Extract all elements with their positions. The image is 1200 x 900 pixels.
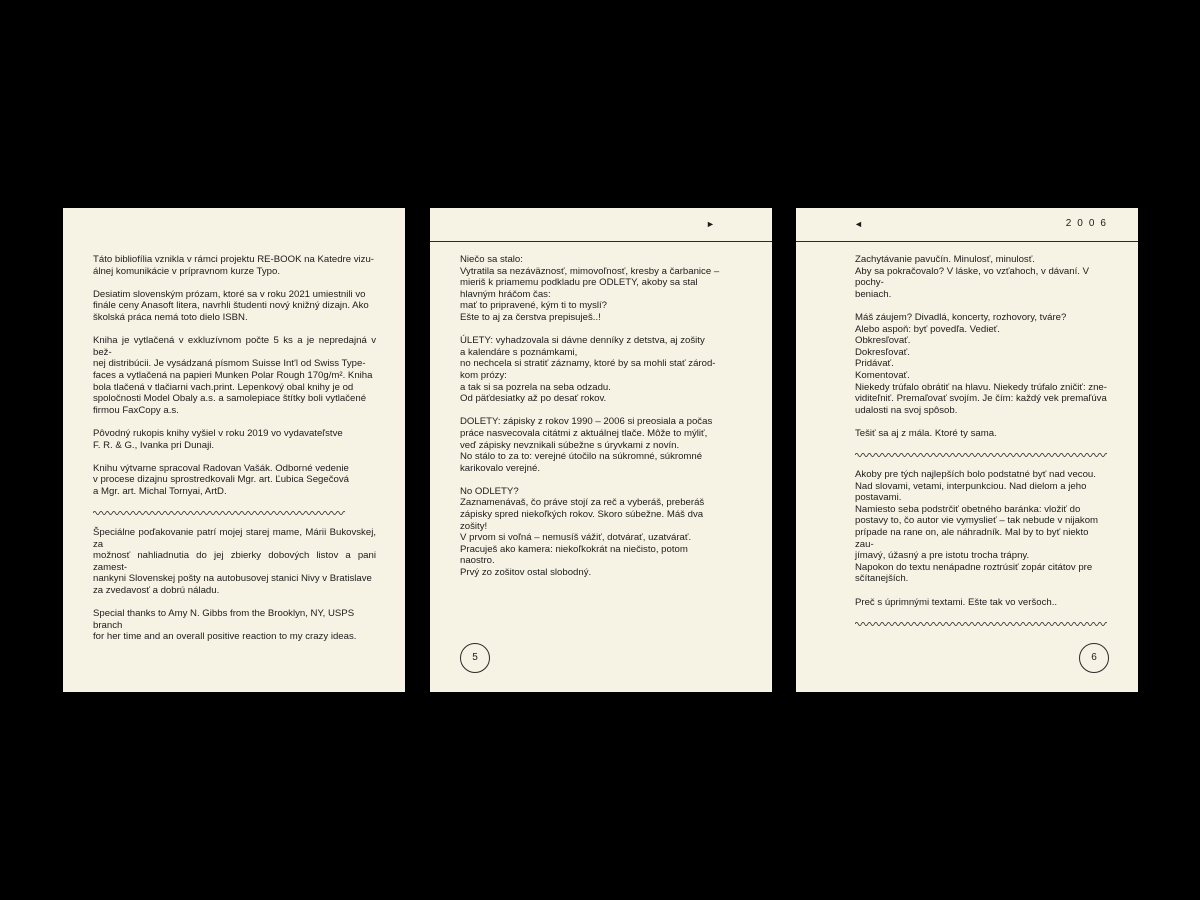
text-line: naostro. (460, 555, 495, 567)
text-line: finále ceny Anasoft litera, navrhli študenti nový knižný dizajn. Ako (93, 300, 369, 312)
paragraph (93, 463, 376, 498)
text-line: nej distribúcii. Je vysádzaná písmom Suisse Int'l od Swiss Type- (93, 358, 366, 370)
text-line: kom prózy: (460, 369, 507, 381)
paragraph (460, 254, 743, 324)
text-line: Pracuješ ako kamera: niekoľkokrát na niečisto, potom (460, 543, 688, 555)
text-line: faces a vytlačená na papieri Munken Polar Rough 170g/m². Kniha (93, 369, 373, 381)
text-line: Táto bibliofília vznikla v rámci projektu RE-BOOK na Katedre vizu- (93, 254, 374, 265)
text-line: spoločnosti Model Obaly a.s. a samolepiace štítky boli vytlačené (93, 393, 367, 405)
text-line: No ODLETY? (460, 485, 519, 497)
text-line: za zvedavosť a dobrú náladu. (93, 585, 220, 597)
text-line: Aby sa pokračovalo? V láske, vo vzťahoch, v dávaní. V pochy- (855, 265, 1089, 289)
text-line: Desiatim slovenským prózam, ktoré sa v roku 2021 umiestnili vo (93, 288, 366, 300)
text-line: No stálo to za to: verejné útočilo na súkromné, súkromné (460, 451, 703, 463)
text-line: firmou FaxCopy a.s. (93, 404, 179, 416)
text-line: práce nasvecovala citátmi z aktuálnej tlače. Môže to mýliť, (460, 427, 708, 439)
text-line: veď zápisky nevznikali súbežne s úryvkami z novín. (460, 439, 680, 451)
text-line: nankyni Slovenskej pošty na autobusovej stanici Nivy v Bratislave (93, 573, 372, 585)
text-line: Zachytávanie pavučín. Minulosť, minulosť. (855, 254, 1035, 265)
paragraph (855, 254, 1108, 300)
text-line: a kalendáre s poznámkami, (460, 346, 578, 358)
text-line: Obkresľovať. (855, 335, 911, 347)
paragraph (460, 486, 743, 579)
text-line: Pridávať. (855, 358, 894, 370)
colophon-text (93, 254, 376, 655)
paragraph (93, 335, 376, 416)
wavy-divider (855, 451, 1108, 459)
text-line: udalosti na svoj spôsob. (855, 404, 958, 416)
text-line: F. R. & G., Ivanka pri Dunaji. (93, 439, 215, 451)
text-line: a Mgr. art. Michal Tornyai, ArtD. (93, 485, 227, 497)
paragraph (855, 312, 1108, 416)
text-line: Special thanks to Amy N. Gibbs from the Brooklyn, NY, USPS branch (93, 608, 355, 631)
text-line: beniach. (855, 288, 892, 300)
text-line: postavami. (855, 492, 902, 504)
text-line: Niekedy trúfalo obrátiť na hlavu. Niekedy trúfalo zničiť: zne- (855, 381, 1107, 393)
text-line: karikovalo verejné. (460, 462, 540, 474)
text-line: a tak si sa pozrela na seba odzadu. (460, 381, 611, 393)
text-line: Špeciálne poďakovanie patrí mojej starej mame, Márii Bukovskej, za (93, 527, 376, 550)
text-line: Napokon do textu nenápadne roztrúsiť zopár citátov pre (855, 561, 1093, 573)
text-line: zápisky spred niekoľkých rokov. Skoro súbežne. Máš dva (460, 509, 704, 521)
paragraph (855, 469, 1108, 585)
text-line: Zaznamenávaš, čo práve stojí za reč a vyberáš, preberáš (460, 497, 705, 509)
colophon-page (63, 208, 405, 692)
year-label: 2006 (1065, 218, 1112, 229)
page-6 (796, 208, 1138, 692)
wavy-divider (93, 509, 376, 517)
page-5 (430, 208, 772, 692)
text-line: prípade na rane on, ale náhradník. Mal by to byť niekto zau- (855, 527, 1089, 550)
text-line: Dokresľovať. (855, 346, 910, 358)
text-line: Komentovať. (855, 369, 910, 381)
page-number-badge: 6 (1079, 643, 1109, 673)
text-line: zošity! (460, 520, 488, 532)
text-line: Knihu výtvarne spracoval Radovan Vašák. Odborné vedenie (93, 462, 349, 474)
text-line: postavy to, čo autor vie vymyslieť – tak nebude v nijakom (855, 515, 1099, 527)
paragraph (855, 428, 1108, 440)
paragraph (93, 608, 376, 643)
wavy-divider (855, 620, 1108, 628)
text-line: Tešiť sa aj z mála. Ktoré ty sama. (855, 427, 997, 439)
paragraph (93, 254, 376, 277)
paragraph (93, 527, 376, 597)
prev-arrow-icon: ◄ (854, 219, 863, 229)
paragraph (460, 416, 743, 474)
text-line: školská práca nemá toto dielo ISBN. (93, 311, 248, 323)
text-line: mať to pripravené, kým ti to myslí? (460, 300, 608, 312)
text-line: hlavným hráčom čas: (460, 288, 551, 300)
text-line: bola tlačená v tlačiarni vach.print. Lepenkový obal knihy je od (93, 381, 354, 393)
text-line: Máš záujem? Divadlá, koncerty, rozhovory, tváre? (855, 311, 1067, 323)
text-line: viditeľniť. Premaľovať svojím. Je čím: každý vek premaľúva (855, 393, 1107, 405)
text-line: Kniha je vytlačená v exkluzívnom počte 5 ks a je nepredajná v bež- (93, 335, 376, 358)
text-line: DOLETY: zápisky z rokov 1990 – 2006 si preosiala a počas (460, 416, 713, 428)
text-line: Namiesto seba podstrčiť obetného baránka: vložiť do (855, 503, 1081, 515)
text-line: ÚLETY: vyhadzovala si dávne denníky z detstva, aj zošity (460, 335, 705, 347)
text-line: for her time and an overall positive reaction to my crazy ideas. (93, 631, 357, 643)
text-line: no nechcela si stratiť záznamy, ktoré by sa mohli stať zárod- (460, 358, 716, 370)
text-line: Preč s úprimnými textami. Ešte tak vo veršoch.. (855, 596, 1058, 608)
page-6-text (855, 254, 1108, 638)
text-line: jímavý, úžasný a pre istotu trocha trápny. (855, 550, 1030, 562)
paragraph (93, 428, 376, 451)
header-rule (430, 241, 772, 242)
text-line: Od päťdesiatky až po desať rokov. (460, 393, 607, 405)
next-arrow-icon: ► (706, 219, 715, 229)
text-line: mieriš k priamemu podkladu pre ODLETY, akoby sa stal (460, 277, 698, 289)
text-line: Nad slovami, vetami, interpunkciou. Nad dielom a jeho (855, 480, 1087, 492)
text-line: Ešte to aj za čerstva prepisuješ..! (460, 311, 601, 323)
header-rule (796, 241, 1138, 242)
text-line: Akoby pre tých najlepších bolo podstatné byť nad vecou. (855, 469, 1096, 481)
text-line: sčítanejších. (855, 573, 909, 585)
page-number-badge: 5 (460, 643, 490, 673)
text-line: možnosť nahliadnutia do jej zbierky dobových listov a pani zamest- (93, 550, 376, 573)
text-line: Prvý zo zošitov ostal slobodný. (460, 567, 592, 579)
page-5-text (460, 254, 743, 590)
paragraph (460, 335, 743, 405)
text-line: Vytratila sa nezáväznosť, mimovoľnosť, kresby a čarbanice – (460, 265, 720, 277)
text-line: álnej komunikácie v prípravnom kurze Typo. (93, 265, 280, 277)
text-line: v procese dizajnu sprostredkovali Mgr. art. Ľubica Segečová (93, 474, 349, 486)
text-line: Alebo aspoň: byť povedľa. Vedieť. (855, 323, 1000, 335)
text-line: Pôvodný rukopis knihy vyšiel v roku 2019 vo vydavateľstve (93, 427, 343, 439)
paragraph (855, 597, 1108, 609)
text-line: Niečo sa stalo: (460, 254, 523, 265)
text-line: V prvom si voľná – nemusíš vážiť, dotvárať, uzatvárať. (460, 532, 692, 544)
paragraph (93, 289, 376, 324)
